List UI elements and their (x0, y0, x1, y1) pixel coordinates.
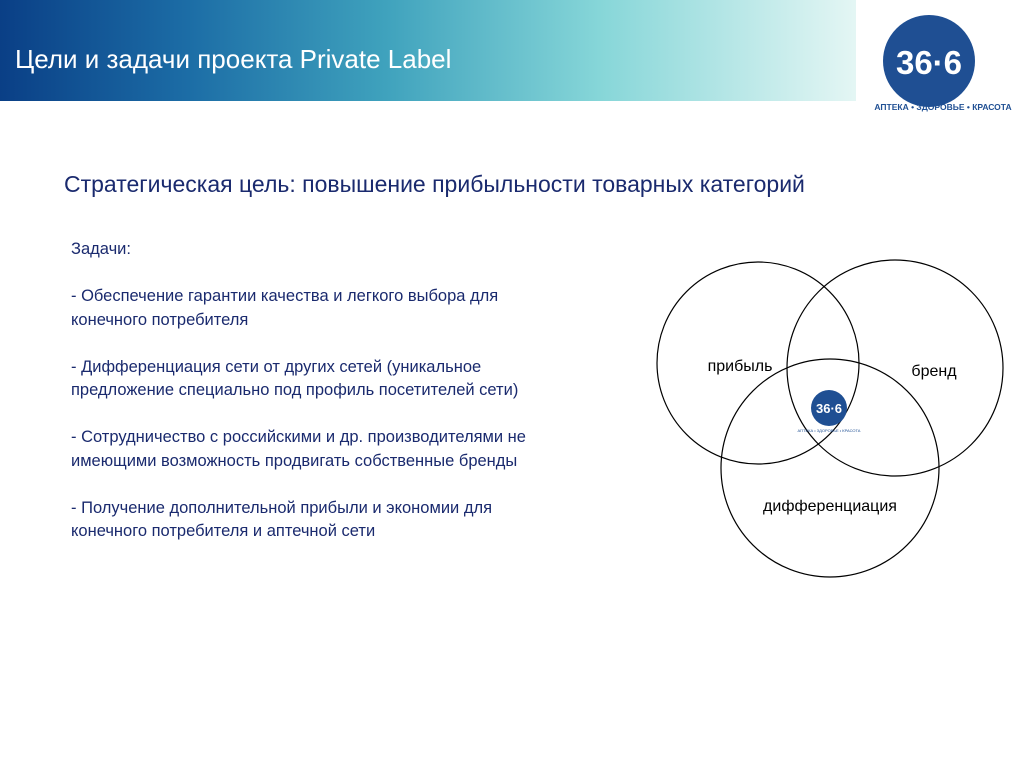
task-item: - Обеспечение гарантии качества и легкого выбора для конечного потребителя (71, 287, 499, 329)
venn-center-logo (798, 390, 861, 433)
center-logo-text: 36·6 (815, 401, 843, 416)
task-item: - Сотрудничество с российскими и др. производителями не имеющими возможность продвигать собственные бренды (71, 428, 526, 470)
venn-diagram (650, 255, 1010, 585)
venn-label-profit: прибыль (707, 358, 773, 375)
task-item: - Дифференциация сети от других сетей (уникальное предложение специально под профиль посетителей сети) (71, 357, 519, 399)
logo-text: 36·6 (895, 44, 963, 81)
header-band (0, 0, 856, 101)
brand-logo (866, 6, 1020, 118)
strategic-goal: Стратегическая цель: повышение прибыльности товарных категорий (64, 171, 805, 197)
task-item: - Получение дополнительной прибыли и экономии для конечного потребителя и аптечной сети (71, 498, 493, 540)
venn-label-differentiation: дифференциация (763, 498, 897, 515)
tasks-label: Задачи: (71, 240, 131, 258)
page-title: Цели и задачи проекта Private Label (15, 44, 452, 74)
tasks-block (71, 238, 571, 567)
center-logo-tagline: АПТЕКА • ЗДОРОВЬЕ • КРАСОТА (797, 428, 861, 433)
logo-tagline: АПТЕКА • ЗДОРОВЬЕ • КРАСОТА (874, 102, 1012, 112)
venn-label-brand: бренд (911, 363, 957, 380)
